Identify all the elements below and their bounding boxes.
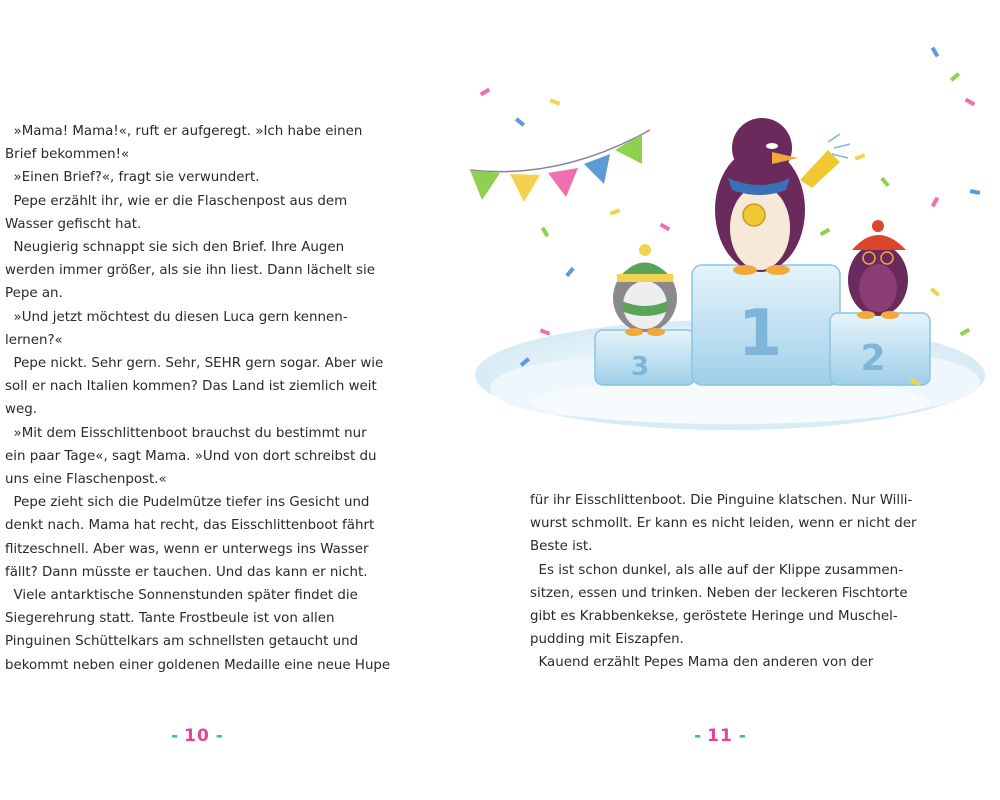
text-line: soll er nach Italien kommen? Das Land ist ziemlich weit	[5, 379, 377, 395]
text-line: wurst schmollt. Er kann es nicht leiden, wenn er nicht der	[530, 516, 917, 532]
text-line: »Einen Brief?«, fragt sie verwundert.	[5, 170, 260, 186]
podium-number-2: 2	[860, 338, 886, 379]
text-line: flitzeschnell. Aber was, wenn er unterwegs ins Wasser	[5, 541, 369, 557]
text-line: »Mama! Mama!«, ruft er aufgeregt. »Ich habe einen	[5, 124, 363, 139]
right-page	[500, 0, 1000, 800]
folio-dash: -	[215, 726, 223, 746]
text-line: »Und jetzt möchtest du diesen Luca gern kennen-	[5, 309, 348, 325]
text-line: Es ist schon dunkel, als alle auf der Klippe zusammen-	[530, 562, 903, 578]
text-line: bekommt neben einer goldenen Medaille eine neue Hupe	[5, 657, 391, 673]
text-line: Pepe nickt. Sehr gern. Sehr, SEHR gern sogar. Aber wie	[5, 356, 384, 372]
text-line: denkt nach. Mama hat recht, das Eisschlittenboot fährt	[5, 518, 375, 534]
folio-dash: -	[171, 726, 179, 746]
text-line: Pepe erzählt ihr, wie er die Flaschenpost aus dem	[5, 193, 348, 209]
page-number-right	[680, 726, 760, 746]
text-line: Pinguinen Schüttelkars am schnellsten getaucht und	[5, 634, 359, 650]
text-line: weg.	[5, 402, 37, 418]
text-line: fällt? Dann müsste er tauchen. Und das kann er nicht.	[5, 564, 368, 580]
text-line: »Mit dem Eisschlittenboot brauchst du bestimmt nur	[5, 425, 367, 441]
right-page-text	[530, 489, 930, 675]
text-line: Neugierig schnappt sie sich den Brief. Ihre Augen	[5, 240, 345, 256]
page-number-value: 10	[184, 726, 210, 746]
text-line: Siegerehrung statt. Tante Frostbeule ist von allen	[5, 611, 335, 627]
podium-number-3: 3	[630, 352, 650, 382]
text-line: Beste ist.	[530, 539, 593, 555]
text-line: gibt es Krabbenkekse, geröstete Heringe und Muschel-	[530, 609, 898, 625]
text-line: Brief bekommen!«	[5, 147, 130, 163]
text-line: uns eine Flaschenpost.«	[5, 472, 167, 488]
podium-3	[595, 330, 695, 385]
folio-dash: -	[738, 726, 746, 746]
text-line: ein paar Tage«, sagt Mama. »Und von dort schreibst du	[5, 448, 377, 464]
text-line: lernen?«	[5, 332, 63, 348]
text-line: Pepe zieht sich die Pudelmütze tiefer ins Gesicht und	[5, 495, 370, 511]
podium-number-1: 1	[737, 297, 783, 371]
podium-penguins-illustration	[460, 30, 1000, 460]
penguin-silver-icon	[848, 220, 908, 319]
page-number-value: 11	[707, 726, 733, 746]
text-line: sitzen, essen und trinken. Neben der leckeren Fischtorte	[530, 585, 908, 601]
text-line: Kauend erzählt Pepes Mama den anderen von der	[530, 655, 874, 671]
folio-dash: -	[694, 726, 702, 746]
podium-2	[830, 313, 930, 385]
bunting-flags-icon	[470, 130, 650, 202]
penguin-gold-medal-icon	[715, 118, 850, 275]
podium-1	[692, 265, 840, 385]
page-number-left	[157, 726, 237, 746]
text-line: Viele antarktische Sonnenstunden später findet die	[5, 588, 358, 604]
text-line: werden immer größer, als sie ihn liest. Dann lächelt sie	[5, 263, 375, 279]
text-line: Pepe an.	[5, 286, 63, 302]
left-page-text	[5, 120, 390, 677]
text-line: Wasser gefischt hat.	[5, 216, 142, 232]
text-line: für ihr Eisschlittenboot. Die Pinguine klatschen. Nur Willi-	[530, 493, 913, 508]
penguin-bronze-icon	[613, 244, 677, 336]
text-line: pudding mit Eiszapfen.	[530, 632, 684, 648]
